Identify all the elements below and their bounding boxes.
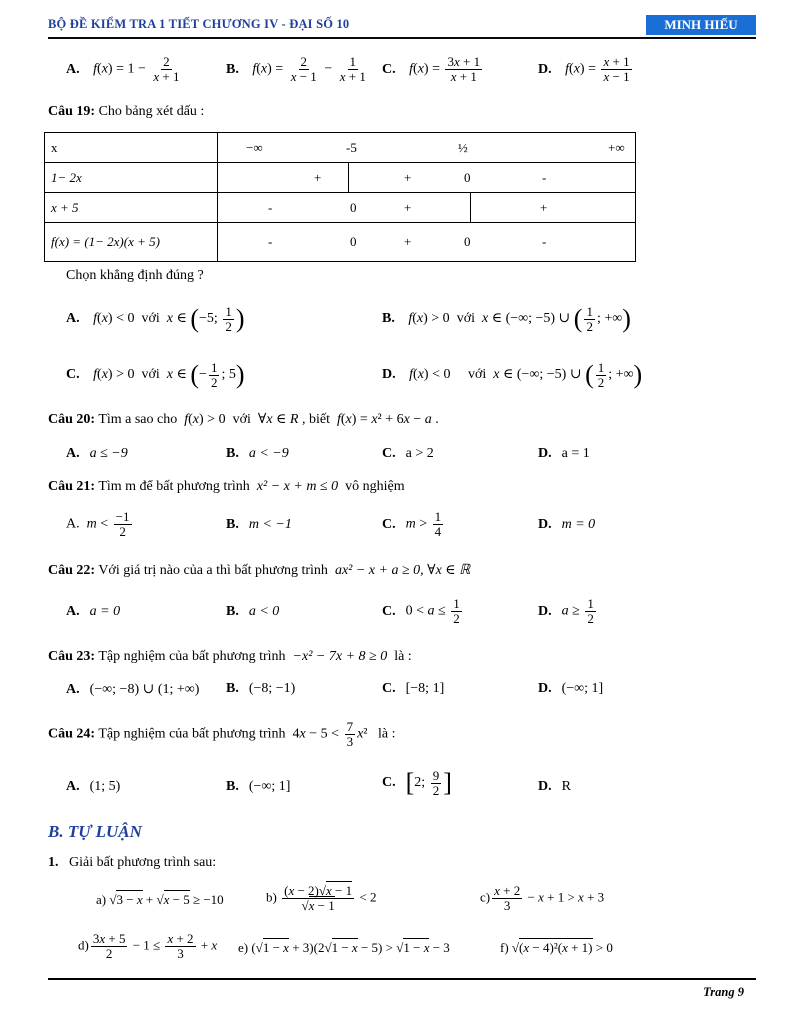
- option-text: (1; 5): [89, 779, 121, 794]
- word-with: với: [467, 367, 487, 383]
- row-values: [218, 133, 636, 163]
- option-label: B.: [226, 61, 239, 77]
- option-label: B.: [226, 517, 239, 532]
- word-with: với: [456, 311, 475, 327]
- option-label: C.: [382, 775, 396, 791]
- q20-stem: Câu 20: Tìm a sao cho f(x) > 0 với ∀x ∈ R , biết f(x) = x² + 6x − a .: [48, 412, 439, 427]
- q19-option-b: B. f(x) > 0 với x ∈ (−∞; −5) ∪ ( $\frac{1}{2}$ ; +∞): [382, 303, 631, 334]
- option-label: C.: [382, 516, 396, 532]
- option-label: D.: [538, 61, 552, 77]
- q22-option-a: [66, 604, 120, 620]
- val: -: [268, 200, 273, 215]
- table-row: [45, 133, 636, 163]
- q24-option-a: [66, 779, 120, 795]
- q19-option-c: C. f(x) > 0 với x ∈ (− $\frac{1}{2}$ ; 5): [66, 359, 245, 390]
- val: +∞: [608, 140, 625, 155]
- question-label: Câu 22:: [48, 563, 96, 578]
- row-head-text: f(x) = (1− 2x)(x + 5): [51, 234, 160, 249]
- row-head: [45, 163, 218, 193]
- option-label: D.: [538, 779, 552, 794]
- option-label: C.: [382, 603, 396, 619]
- option-text: a = 1: [561, 446, 590, 461]
- q23-option-b: [226, 681, 295, 697]
- question-expr: x² − x + m ≤ 0: [256, 479, 339, 494]
- val: +: [404, 170, 412, 185]
- header-author: MINH HIẾU: [646, 15, 756, 35]
- q20-option-c: [382, 446, 434, 462]
- option-label: D.: [382, 367, 396, 383]
- val: -: [542, 170, 547, 185]
- question-text: Tìm m để bất phương trình: [98, 479, 250, 494]
- question-text: Với giá trị nào của a thì bất phương trình: [98, 563, 328, 578]
- table-row: [45, 193, 636, 223]
- q24-stem: Câu 24: Tập nghiệm của bất phương trình 4x − 5 < $\frac{7}{3}$ x² là :: [48, 719, 396, 749]
- option-label: B.: [226, 779, 239, 794]
- option-text: m = 0: [561, 517, 596, 532]
- row-head: [45, 193, 218, 223]
- option-text: (−∞; 1]: [248, 779, 291, 794]
- q18-option-b: B. f(x) = $\frac{2}{x - 1}$ − $\frac{1}{x + 1}$: [226, 54, 366, 84]
- essay-number: 1.: [48, 855, 59, 870]
- option-label: C.: [382, 61, 396, 77]
- option-text: m < −1: [248, 517, 292, 532]
- val: -: [268, 234, 273, 249]
- q23-option-c: [382, 681, 444, 697]
- val: 0: [464, 170, 471, 185]
- val: 0: [350, 200, 357, 215]
- option-label: A.: [66, 446, 80, 461]
- q22-stem: [48, 562, 470, 579]
- header-title: BỘ ĐỀ KIỂM TRA 1 TIẾT CHƯƠNG IV - ĐẠI SỐ 10: [48, 17, 350, 31]
- option-text: R: [561, 779, 571, 794]
- q24-option-d: [538, 779, 571, 795]
- row-head-text: 1− 2x: [51, 169, 82, 185]
- option-label: D.: [538, 681, 552, 696]
- q22-option-b: [226, 604, 279, 620]
- question-text: Tập nghiệm của bất phương trình: [98, 726, 286, 742]
- option-label: C.: [66, 367, 80, 383]
- q19-option-a: A. f(x) < 0 với x ∈ (−5; $\frac{1}{2}$ ): [66, 303, 245, 334]
- question-expr: ax² − x + a ≥ 0, ∀x ∈ ℝ: [334, 563, 471, 578]
- option-label: A.: [66, 311, 80, 327]
- q24-option-b: [226, 779, 290, 795]
- option-label: A.: [66, 682, 80, 697]
- question-text: Cho bảng xét dấu :: [98, 104, 205, 119]
- option-label: C.: [382, 681, 396, 696]
- option-label: A.: [66, 61, 80, 77]
- essay-part-a: a) √3 − x + √x − 5 ≥ −10: [96, 892, 224, 907]
- essay-part-b: b) $\frac{(x - 2)√x - 1}{√x - 1}$ < 2: [266, 883, 377, 913]
- q18-option-d: D. f(x) = $\frac{x + 1}{x - 1}$: [538, 54, 630, 84]
- option-label: B.: [382, 311, 395, 327]
- option-text: a < −9: [248, 446, 289, 461]
- q18-option-c: C. f(x) = $\frac{3x + 1}{x + 1}$: [382, 54, 481, 84]
- option-text: (−8; −1): [248, 681, 296, 696]
- q19-stem: [48, 104, 204, 120]
- question-text: Tập nghiệm của bất phương trình: [98, 649, 286, 664]
- question-label: Câu 21:: [48, 479, 96, 494]
- option-text: [−8; 1]: [405, 681, 445, 696]
- option-label: B.: [226, 446, 239, 461]
- page-header: [48, 15, 756, 39]
- option-label: C.: [382, 446, 396, 461]
- val: -: [542, 234, 547, 249]
- word-with: với: [141, 311, 160, 327]
- row-values: [218, 163, 636, 193]
- separator: [348, 163, 349, 192]
- q21-option-d: [538, 517, 595, 533]
- row-values: [218, 193, 636, 223]
- question-expr: −x² − 7x + 8 ≥ 0: [292, 649, 388, 664]
- question-text: , biết: [301, 412, 330, 427]
- val: +: [314, 170, 322, 185]
- q23-option-a: [66, 681, 199, 698]
- section-title: B. TỰ LUẬN: [48, 822, 142, 841]
- q21-option-a: A. m < $\frac{-1}{2}$: [66, 509, 130, 539]
- q21-option-c: C. m > $\frac{1}{4}$: [382, 509, 442, 539]
- option-text: a > 2: [405, 446, 434, 461]
- option-text: (−∞; −8) ∪ (1; +∞): [89, 682, 200, 697]
- row-head: [45, 223, 218, 262]
- essay-part-c: c) $\frac{x + 2}{3}$ − x + 1 > x + 3: [480, 883, 605, 913]
- q19-option-d: D. f(x) < 0 với x ∈ (−∞; −5) ∪ ( $\frac{1}{2}$ ; +∞): [382, 359, 643, 390]
- q20-option-b: [226, 446, 289, 462]
- row-head-text: x + 5: [51, 199, 79, 215]
- essay-part-f: f) √(x − 4)²(x + 1) > 0: [500, 940, 613, 955]
- q23-option-d: [538, 681, 603, 697]
- essay-intro: [48, 855, 216, 871]
- val: ½: [458, 140, 468, 155]
- option-label: D.: [538, 517, 552, 532]
- essay-part-d: d) $\frac{3x + 5}{2}$ − 1 ≤ $\frac{x + 2}{3}$ + x: [78, 931, 218, 961]
- question-label: Câu 23:: [48, 649, 96, 664]
- val: +: [540, 200, 548, 215]
- option-text: a < 0: [248, 604, 280, 619]
- option-label: B.: [226, 604, 239, 619]
- option-label: A.: [66, 604, 80, 619]
- val: 0: [350, 234, 357, 249]
- option-text: a = 0: [89, 604, 121, 619]
- question-text: vô nghiệm: [345, 479, 405, 494]
- question-text: là :: [394, 649, 412, 664]
- option-label: D.: [538, 603, 552, 619]
- essay-part-e: e) (√1 − x + 3)(2√1 − x − 5) > √1 − x − 3: [238, 940, 450, 955]
- q19-prompt: Chọn khẳng định đúng ?: [66, 268, 204, 283]
- val: 0: [464, 234, 471, 249]
- question-text: với: [232, 412, 251, 427]
- val: +: [404, 200, 412, 215]
- option-label: D.: [538, 446, 552, 461]
- val: +: [404, 234, 412, 249]
- q22-option-c: C. 0 < a ≤ $\frac{1}{2}$: [382, 596, 460, 626]
- row-values: [218, 223, 636, 262]
- option-text: a ≤ −9: [89, 446, 128, 461]
- option-label: A.: [66, 779, 80, 794]
- q22-option-d: D. a ≥ $\frac{1}{2}$: [538, 596, 594, 626]
- question-text: là :: [377, 726, 396, 742]
- val: -5: [346, 140, 357, 155]
- option-text: (−∞; 1]: [561, 681, 604, 696]
- option-label: B.: [226, 681, 239, 696]
- val: −∞: [246, 140, 263, 155]
- row-head: x: [45, 133, 218, 163]
- q20-option-a: [66, 446, 128, 462]
- page-number: Trang 9: [703, 985, 744, 999]
- separator: [470, 193, 471, 222]
- q20-option-d: [538, 446, 590, 462]
- q21-option-b: [226, 517, 292, 533]
- q21-stem: [48, 479, 405, 495]
- q24-option-c: C. [2; $\frac{9}{2}$ ]: [382, 767, 452, 798]
- question-label: Câu 24:: [48, 726, 96, 742]
- question-text: Tìm a sao cho: [98, 412, 178, 427]
- q18-option-a: A. f(x) = 1 − $\frac{2}{x + 1}$: [66, 54, 180, 84]
- word-with: với: [141, 367, 160, 383]
- question-label: Câu 20:: [48, 412, 96, 427]
- table-row: [45, 163, 636, 193]
- essay-text: Giải bất phương trình sau:: [69, 855, 217, 870]
- question-label: Câu 19:: [48, 104, 96, 119]
- table-row: [45, 223, 636, 262]
- q23-stem: [48, 649, 412, 665]
- sign-table: [44, 132, 636, 262]
- option-label: A.: [66, 516, 80, 532]
- footer-rule: [48, 978, 756, 980]
